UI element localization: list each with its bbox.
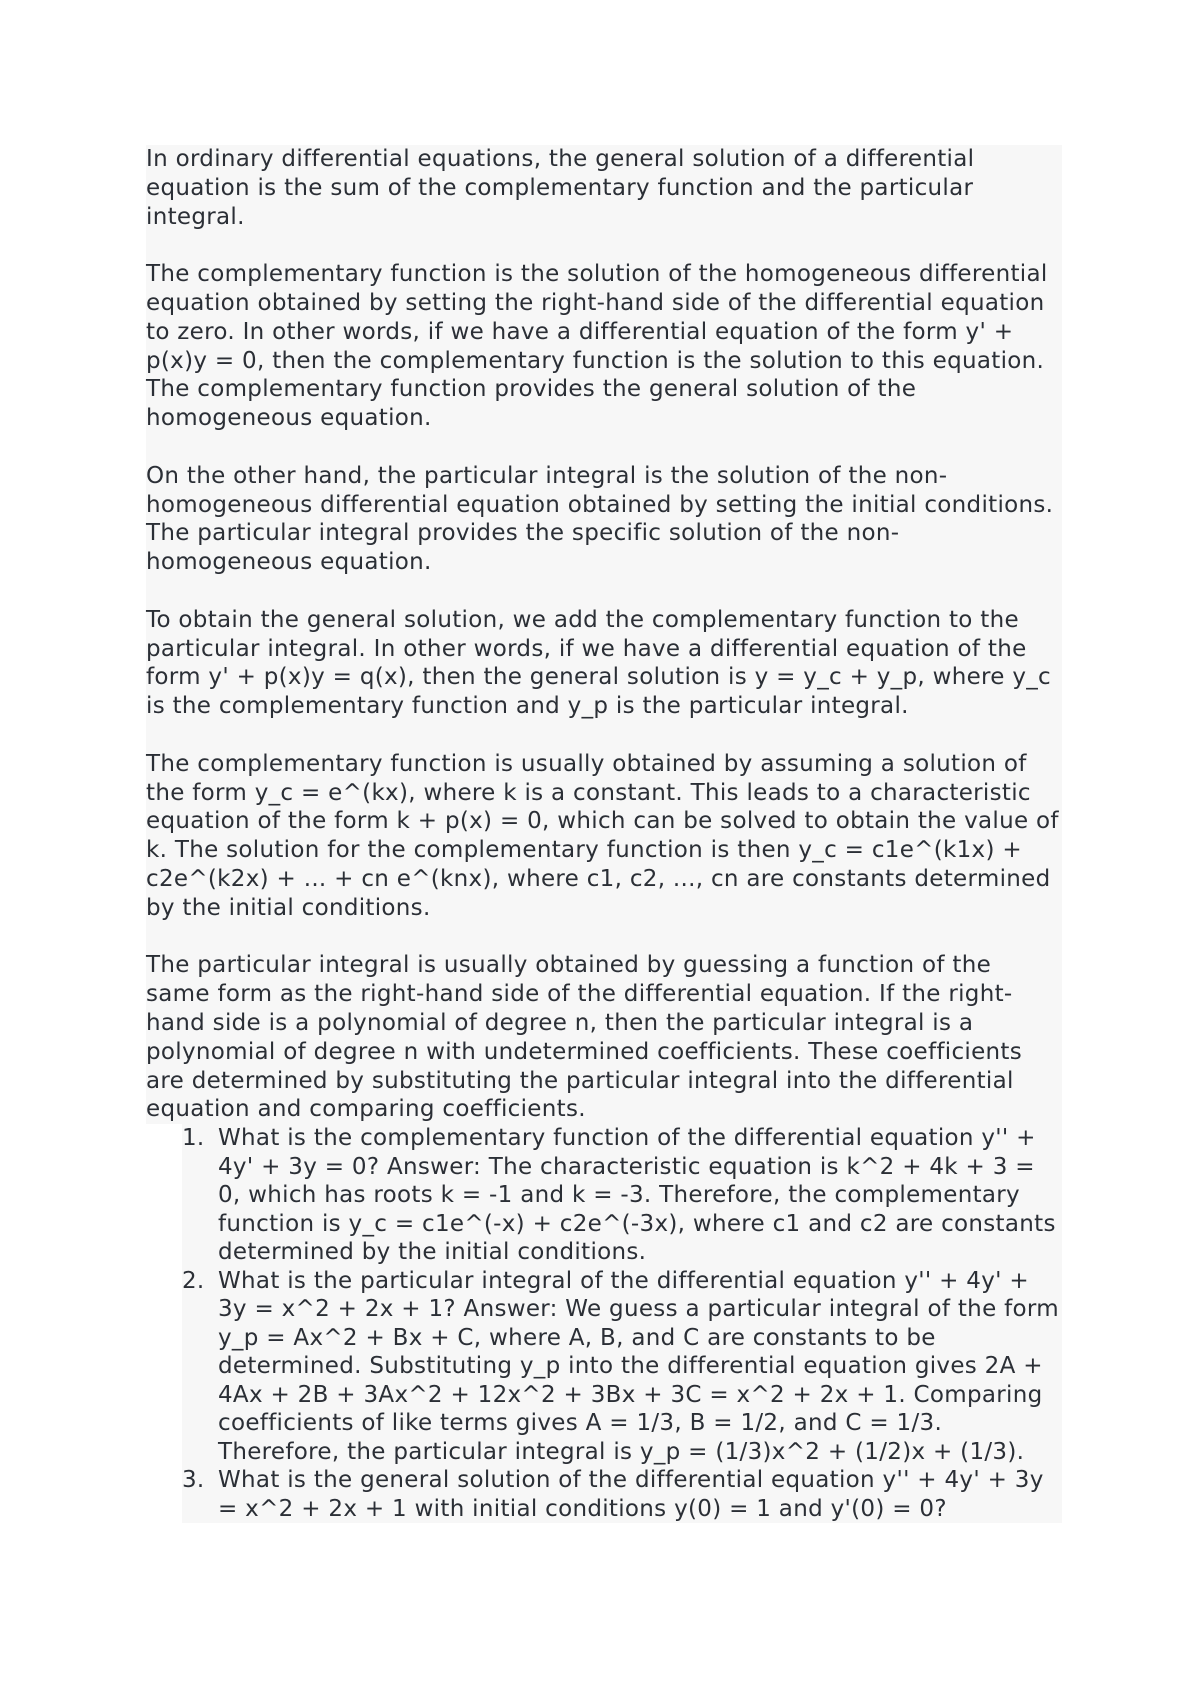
explanation-block [146, 145, 1062, 1124]
list-item-text: What is the particular integral of the differential equation y'' + 4y' + 3y = x^2 + 2x + 1? Answer: We guess a particular integral of the form y_p = Ax^2 + Bx + C, where A, B, and C are constants to be determined. Substituting y_p into the differential equation gives 2A + 4Ax + 2B + 3Ax^2 + 12x^2 + 3Bx + 3C = x^2 + 2x + 1. Comparing coefficients of like terms gives A = 1/3, B = 1/2, and C = 1/3. Therefore, the particular integral is y_p = (1/3)x^2 + (1/2)x + (1/3). [218, 1267, 1059, 1465]
paragraph-characteristic-equation: The complementary function is usually obtained by assuming a solution of the form y_c = e^(kx), where k is a constant. This leads to a characteristic equation of the form k + p(x) = 0, which can be solved to obtain the value of k. The solution for the complementary function is then y_c = c1e^(k1x) + c2e^(k2x) + ... + cn e^(knx), where c1, c2, ..., cn are constants determined by the initial conditions. [146, 750, 1059, 921]
list-item-number: 2. [182, 1267, 205, 1294]
paragraph-undetermined-coefficients: The particular integral is usually obtained by guessing a function of the same form as the right-hand side of the differential equation. If the right-hand side is a polynomial of degree n, then the particular integral is a polynomial of degree n with undetermined coefficients. These coefficients are determined by substituting the particular integral into the differential equation and comparing coefficients. [146, 952, 1023, 1123]
list-item-number: 1. [182, 1125, 205, 1152]
question-list [146, 1124, 1062, 1523]
list-item-number: 3. [182, 1467, 205, 1494]
paragraph-particular-integral: On the other hand, the particular integral is the solution of the non-homogeneous differential equation obtained by setting the initial conditions. The particular integral provides the specific solution of the non-homogeneous equation. [146, 462, 1054, 576]
list-item [182, 1124, 1062, 1267]
list-item-text: What is the complementary function of the differential equation y'' + 4y' + 3y = 0? Answer: The characteristic equation is k^2 + 4k + 3 = 0, which has roots k = -1 and k = -3. Therefore, the complementary function is y_c = c1e^(-x) + c2e^(-3x), where c1 and c2 are constants determined by the initial conditions. [218, 1125, 1056, 1266]
list-item [182, 1466, 1062, 1523]
list-item-text: What is the general solution of the differential equation y'' + 4y' + 3y = x^2 + 2x + 1 with initial conditions y(0) = 1 and y'(0) = 0? [218, 1467, 1044, 1522]
document-page [146, 145, 1062, 1523]
paragraph-general-solution: To obtain the general solution, we add the complementary function to the particular integral. In other words, if we have a differential equation of the form y' + p(x)y = q(x), then the general solution is y = y_c + y_p, where y_c is the complementary function and y_p is the particular integral. [146, 606, 1051, 720]
list-item [182, 1267, 1062, 1467]
paragraph-complementary-function: The complementary function is the solution of the homogeneous differential equation obtained by setting the right-hand side of the differential equation to zero. In other words, if we have a differential equation of the form y' + p(x)y = 0, then the complementary function is the solution to this equation. The complementary function provides the general solution of the homogeneous equation. [146, 261, 1048, 432]
paragraph-intro: In ordinary differential equations, the general solution of a differential equation is the sum of the complementary function and the particular integral. [146, 146, 975, 230]
